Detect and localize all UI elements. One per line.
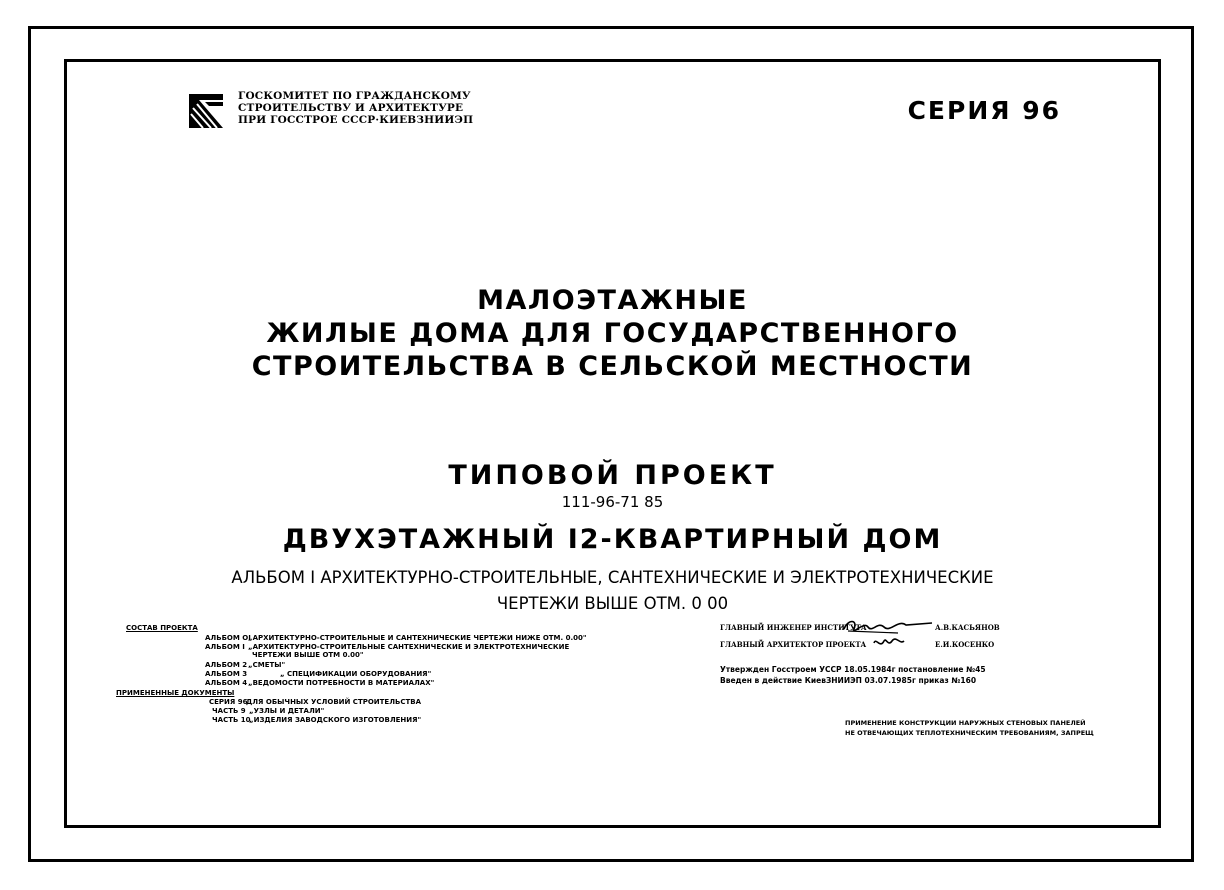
title-line-3: СТРОИТЕЛЬСТВА В СЕЛЬСКОЙ МЕСТНОСТИ — [251, 351, 974, 382]
album-label-1: АЛЬБОМ I — [205, 643, 245, 651]
approval-block — [720, 664, 986, 686]
album-text-1: „АРХИТЕКТУРНО-СТРОИТЕЛЬНЫЕ САНТЕХНИЧЕСКИЕ И ЭЛЕКТРОТЕХНИЧЕСКИЕ — [248, 643, 570, 651]
doc-label-part9: ЧАСТЬ 9 — [212, 707, 246, 715]
album-label-4: АЛЬБОМ 4 — [205, 679, 248, 687]
album-text-2: „СМЕТЫ" — [248, 661, 286, 669]
organization-logo-icon — [187, 92, 225, 130]
album-text-4: „ВЕДОМОСТИ ПОТРЕБНОСТИ В МАТЕРИАЛАХ" — [248, 679, 435, 687]
doc-text-part10: „ИЗДЕЛИЯ ЗАВОДСКОГО ИЗГОТОВЛЕНИЯ" — [249, 716, 422, 724]
signature-block — [720, 623, 1020, 663]
album-label-01: АЛЬБОМ OI — [205, 634, 251, 642]
chief-engineer-name: А.В.КАСЬЯНОВ — [935, 623, 1000, 632]
chief-architect-title: ГЛАВНЫЙ АРХИТЕКТОР ПРОЕКТА — [720, 640, 867, 649]
doc-text-part9: „УЗЛЫ И ДЕТАЛИ" — [249, 707, 325, 715]
doc-label-part10: ЧАСТЬ 10 — [212, 716, 251, 724]
docs-heading: ПРИМЕНЕННЫЕ ДОКУМЕНТЫ — [116, 689, 235, 697]
series-label: СЕРИЯ 96 — [907, 96, 1061, 125]
org-line-1: ГОСКОМИТЕТ ПО ГРАЖДАНСКОМУ — [238, 90, 471, 102]
project-number: 111-96-71 85 — [561, 493, 664, 511]
approval-line-1: Утвержден Госстроем УССР 18.05.1984г постановление №45 — [720, 665, 986, 674]
org-line-2: СТРОИТЕЛЬСТВУ И АРХИТЕКТУРЕ — [238, 102, 464, 114]
panel-note — [845, 718, 1094, 738]
note-line-1: ПРИМЕНЕНИЕ КОНСТРУКЦИИ НАРУЖНЫХ СТЕНОВЫХ ПАНЕЛЕЙ — [845, 719, 1086, 727]
doc-text-series: ДЛЯ ОБЫЧНЫХ УСЛОВИЙ СТРОИТЕЛЬСТВА — [246, 698, 422, 706]
chief-architect-name: Е.И.КОСЕНКО — [935, 640, 995, 649]
doc-label-series: СЕРИЯ 96 — [209, 698, 248, 706]
title-line-2: ЖИЛЫЕ ДОМА ДЛЯ ГОСУДАРСТВЕННОГО — [266, 318, 959, 349]
album-label-3: АЛЬБОМ 3 — [205, 670, 248, 678]
chief-engineer-title: ГЛАВНЫЙ ИНЖЕНЕР ИНСТИТУТА — [720, 623, 867, 632]
album-text-01: „АРХИТЕКТУРНО-СТРОИТЕЛЬНЫЕ И САНТЕХНИЧЕСКИЕ ЧЕРТЕЖИ НИЖЕ ОТМ. 0.00" — [248, 634, 587, 642]
album-text-3: „ СПЕЦИФИКАЦИИ ОБОРУДОВАНИЯ" — [280, 670, 432, 678]
composition-heading: СОСТАВ ПРОЕКТА — [126, 624, 198, 632]
title-line-1: МАЛОЭТАЖНЫЕ — [477, 285, 748, 316]
album-title-line-2: ЧЕРТЕЖИ ВЫШЕ ОТМ. 0 00 — [496, 594, 729, 613]
organization-name — [238, 90, 473, 126]
project-type: ТИПОВОЙ ПРОЕКТ — [448, 460, 777, 491]
org-line-3: ПРИ ГОССТРОЕ СССР·КИЕВЗНИИЭП — [238, 114, 474, 126]
document-title — [64, 284, 1161, 383]
album-label-2: АЛЬБОМ 2 — [205, 661, 248, 669]
house-title: ДВУХЭТАЖНЫЙ I2-КВАРТИРНЫЙ ДОМ — [282, 524, 943, 555]
note-line-2: НЕ ОТВЕЧАЮЩИХ ТЕПЛОТЕХНИЧЕСКИМ ТРЕБОВАНИЯМ, ЗАПРЕЩ — [845, 729, 1094, 737]
album-title-line-1: АЛЬБОМ I АРХИТЕКТУРНО-СТРОИТЕЛЬНЫЕ, САНТЕХНИЧЕСКИЕ И ЭЛЕКТРОТЕХНИЧЕСКИЕ — [231, 568, 994, 587]
handwritten-signature-icon — [838, 615, 938, 655]
album-text-1-cont: ЧЕРТЕЖИ ВЫШЕ ОТМ 0.00" — [252, 651, 364, 659]
approval-line-2: Введен в действие КиевЗНИИЭП 03.07.1985г приказ №160 — [720, 676, 977, 685]
